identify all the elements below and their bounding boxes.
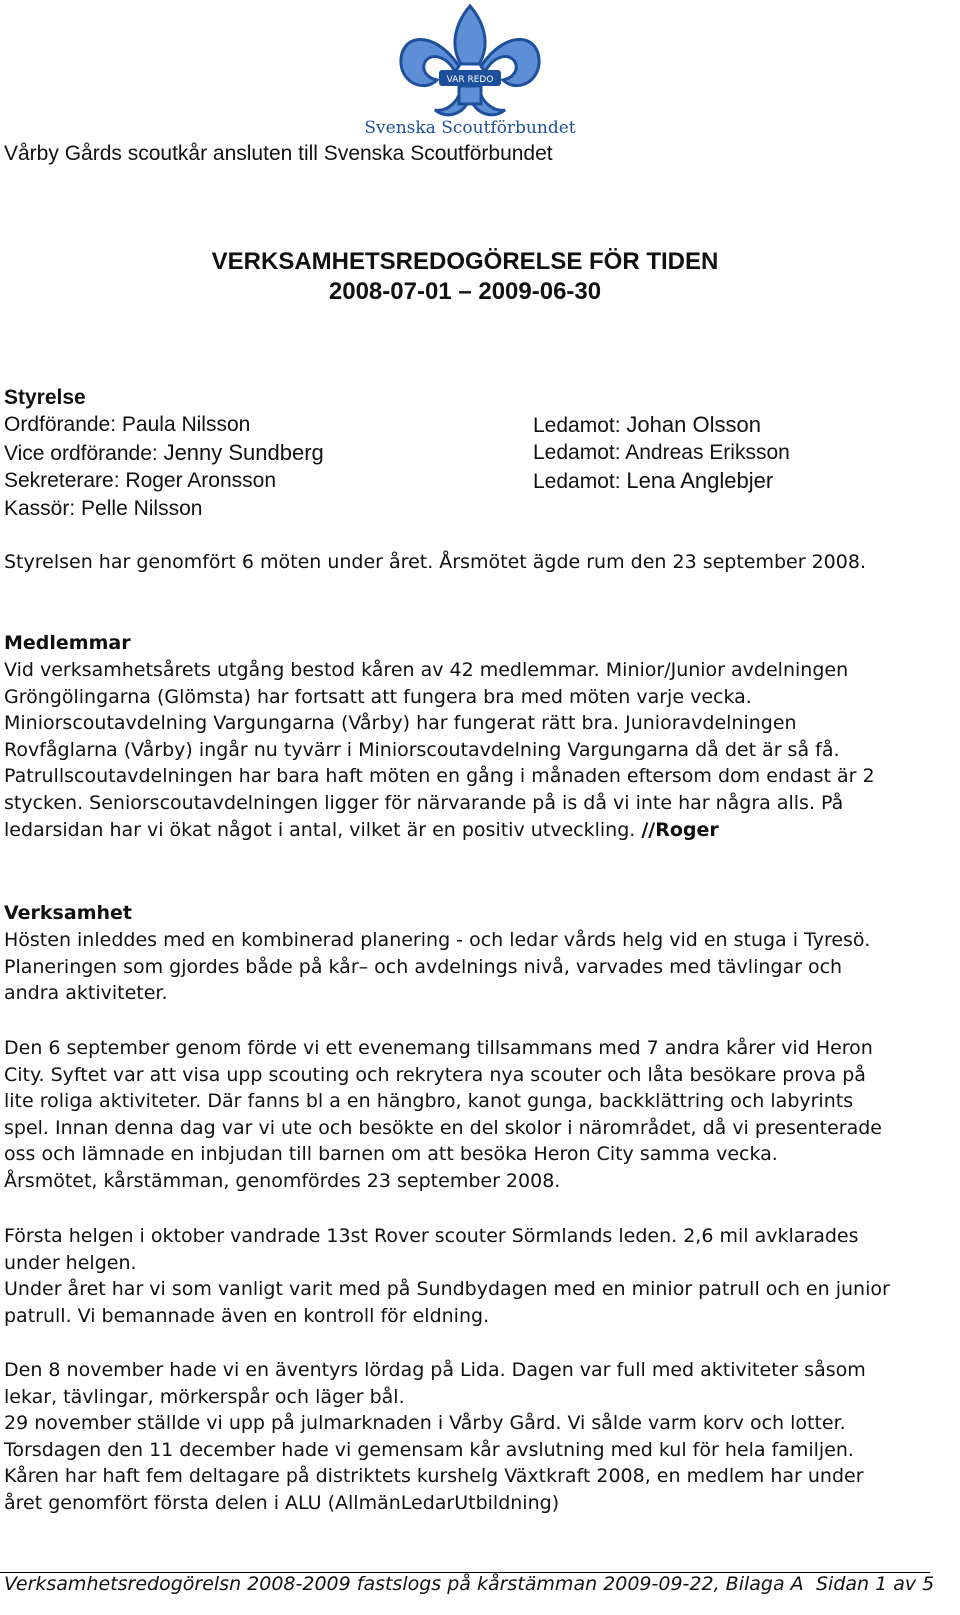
members-heading: Medlemmar [4, 632, 131, 654]
board-name: Jenny Sundberg [163, 440, 324, 465]
board-name: Johan Olsson [626, 412, 761, 437]
text-line: City. Syftet var att visa upp scouting och rekrytera nya scouter och låta besökare prova på [4, 1063, 866, 1086]
text-line: Patrullscoutavdelningen har bara haft möten en gång i månaden eftersom dom endast är 2 [4, 765, 875, 788]
activities-paragraph-4 [4, 1357, 929, 1517]
board-member [533, 467, 773, 496]
text-line: spel. Innan denna dag var vi ute och besökte en del skolor i närområdet, då vi presenterade [4, 1116, 882, 1139]
organization-line: Vårby Gårds scoutkår ansluten till Svenska Scoutförbundet [4, 142, 553, 165]
logo-org-name: Svenska Scoutförbundet [364, 118, 576, 138]
board-member [533, 439, 790, 467]
text-line: Den 8 november hade vi en äventyrs lördag på Lida. Dagen var full med aktiviteter såsom [4, 1359, 866, 1381]
scout-logo [355, 0, 585, 142]
board-role: Sekreterare: [4, 469, 120, 492]
text-line [4, 817, 929, 844]
text-line: Årsmötet, kårstämman, genomfördes 23 september 2008. [4, 1169, 561, 1192]
board-member [4, 439, 324, 468]
text-line: lite roliga aktiviteter. Där fanns bl a en hängbro, kanot gunga, backklättring och labyrints [4, 1090, 854, 1113]
board-role: Ledamot: [533, 441, 621, 464]
board-member [4, 495, 202, 523]
board-role: Ordförande: [4, 413, 117, 436]
board-name: Pelle Nilsson [81, 497, 203, 520]
board-heading: Styrelse [4, 386, 86, 409]
board-role: Ledamot: [533, 470, 621, 493]
text-line: Under året har vi som vanligt varit med på Sundbydagen med en minior patrull och en junior [4, 1278, 890, 1301]
text-line: andra aktiviteter. [4, 982, 168, 1005]
text-line: patrull. Vi bemannade även en kontroll för eldning. [4, 1304, 490, 1327]
board-name: Roger Aronsson [125, 469, 276, 492]
text-line: oss och lämnade en inbjudan till barnen om att besöka Heron City samma vecka. [4, 1143, 778, 1166]
board-name: Lena Anglebjer [626, 468, 774, 493]
text-line: 29 november ställde vi upp på julmarknaden i Vårby Gård. Vi sålde varm korv och lotter. [4, 1412, 846, 1435]
board-role: Ledamot: [533, 414, 621, 437]
board-role: Vice ordförande: [4, 442, 158, 465]
fleur-de-lis-icon [355, 0, 585, 120]
text-line: året genomfört första delen i ALU (AllmänLedarUtbildning) [4, 1491, 560, 1514]
text-line: Den 6 september genom förde vi ett evenemang tillsammans med 7 andra kårer vid Heron [4, 1037, 873, 1059]
text-line: Torsdagen den 11 december hade vi gemensam kår avslutning med kul för hela familjen. [4, 1438, 854, 1461]
activities-paragraph-1 [4, 927, 929, 1007]
activities-paragraph-2 [4, 1035, 929, 1195]
members-text [4, 657, 929, 843]
board-name: Andreas Eriksson [625, 441, 790, 464]
document-period: 2008-07-01 – 2009-06-30 [328, 278, 602, 305]
board-member [4, 411, 250, 439]
text-line: Gröngölingarna (Glömsta) har fortsatt att fungera bra med möten varje vecka. [4, 685, 752, 708]
text-line: Miniorscoutavdelning Vargungarna (Vårby) har fungerat rätt bra. Junioravdelningen [4, 712, 797, 735]
board-member [533, 411, 761, 440]
board-member [4, 467, 276, 495]
board-summary: Styrelsen har genomfört 6 möten under året. Årsmötet ägde rum den 23 september 2008. [4, 551, 866, 573]
board-name: Paula Nilsson [121, 413, 251, 436]
logo-badge-text: VAR REDO [446, 75, 494, 85]
text-line: stycken. Seniorscoutavdelningen ligger för närvarande på is då vi inte har några alls. På [4, 791, 844, 814]
text-line: Hösten inleddes med en kombinerad planering - och ledar vårds helg vid en stuga i Tyresö. [4, 929, 871, 951]
text-line: Kåren har haft fem deltagare på distriktets kurshelg Växtkraft 2008, en medlem har under [4, 1465, 864, 1488]
text-line: Vid verksamhetsårets utgång bestod kåren av 42 medlemmar. Minior/Junior avdelningen [4, 659, 849, 681]
footer-note: Verksamhetsredogörelsn 2008-2009 fastslogs på kårstämman 2009-09-22, Bilaga A [4, 1573, 804, 1595]
text-line: lekar, tävlingar, mörkerspår och läger bål. [4, 1385, 405, 1408]
text-line: Rovfåglarna (Vårby) ingår nu tyvärr i Miniorscoutavdelning Vargungarna då det är så få. [4, 738, 840, 761]
text-line-segment: ledarsidan har vi ökat något i antal, vilket är en positiv utveckling. [4, 818, 642, 841]
activities-heading: Verksamhet [4, 902, 132, 924]
signature: //Roger [641, 818, 719, 841]
text-line: Planeringen som gjordes både på kår– och avdelnings nivå, varvades med tävlingar och [4, 955, 843, 978]
page-number: Sidan 1 av 5 [816, 1573, 935, 1595]
text-line: under helgen. [4, 1251, 137, 1274]
document-title: VERKSAMHETSREDOGÖRELSE FÖR TIDEN [211, 248, 719, 275]
activities-paragraph-3 [4, 1223, 929, 1329]
board-role: Kassör: [4, 497, 76, 520]
text-line: Första helgen i oktober vandrade 13st Rover scouter Sörmlands leden. 2,6 mil avklarades [4, 1225, 859, 1247]
